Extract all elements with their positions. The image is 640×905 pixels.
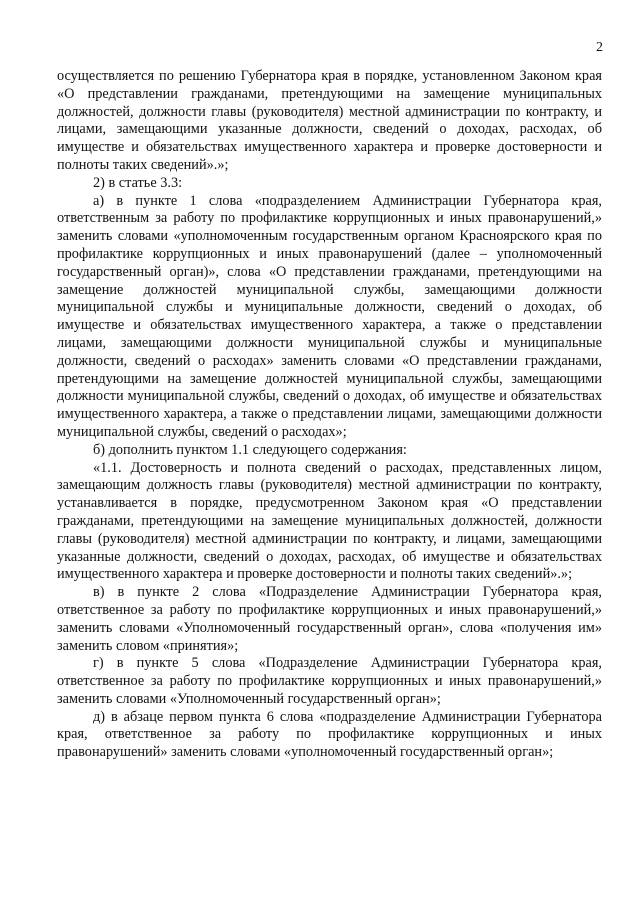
document-body [57, 68, 602, 762]
paragraph-quoted-1-1: «1.1. Достоверность и полнота сведений о расходах, представленных лицом, замещающим должность главы (руководителя) местной администрации по контракту, устанавливается в порядке, предусмотренном Законом края «О представлении гражданами, претендующими на замещение муниципальных должностей, должности главы (руководителя) местной администрации по контракту, и лицами, замещающими указанные должности, сведений о доходах, расходах, об имуществе и обязательствах имущественного характера и проверке достоверности и полноты таких сведений».»; [57, 459, 602, 583]
paragraph-subitem-v: в) в пункте 2 слова «Подразделение Администрации Губернатора края, ответственное за работу по профилактике коррупционных и иных правонарушений,» заменить словами «Уполномоченный государственный орган», слова «получения им» заменить словом «принятия»; [57, 584, 602, 654]
paragraph-subitem-b: б) дополнить пунктом 1.1 следующего содержания: [93, 441, 407, 458]
paragraph-continuation: осуществляется по решению Губернатора края в порядке, установленном Законом края «О представлении гражданами, претендующими на замещение муниципальных должностей, должности главы (руководителя) местной администрации по контракту, и лицами, замещающими указанные должности, сведений о доходах, расходах, об имуществе и обязательствах имущественного характера и проверке достоверности и полноты таких сведений».»; [57, 68, 602, 173]
paragraph-subitem-g: г) в пункте 5 слова «Подразделение Администрации Губернатора края, ответственное за работу по профилактике коррупционных и иных правонарушений,» заменить словами «Уполномоченный государственный орган»; [57, 655, 602, 707]
paragraph-subitem-a: а) в пункте 1 слова «подразделением Администрации Губернатора края, ответственным за работу по профилактике коррупционных и иных правонарушений,» заменить словами «уполномоченным государственным органом Красноярского края по профилактике коррупционных и иных правонарушений (далее – уполномоченный государственный орган)», слова «О представлении гражданами, претендующими на замещение должностей муниципальной службы, замещающими должности муниципальной службы и муниципальные должности, сведений о доходах, об имуществе и обязательствах имущественного характера, а также о представлении лицами, замещающими должности муниципальной службы и муниципальные должности, сведений о расходах» заменить словами «О представлении гражданами, претендующими на замещение должностей муниципальной службы, замещающими должности муниципальной службы, сведений о доходах, об имуществе и обязательствах имущественного характера, а также о представлении лицами, замещающими должности муниципальной службы, сведений о расходах»; [57, 192, 602, 440]
paragraph-subitem-d: д) в абзаце первом пункта 6 слова «подразделение Администрации Губернатора края, ответственное за работу по профилактике коррупционных и иных правонарушений» заменить словами «уполномоченный государственный орган»; [57, 708, 602, 761]
page-number: 2 [596, 40, 603, 55]
paragraph-item-2: 2) в статье 3.3: [93, 174, 183, 191]
